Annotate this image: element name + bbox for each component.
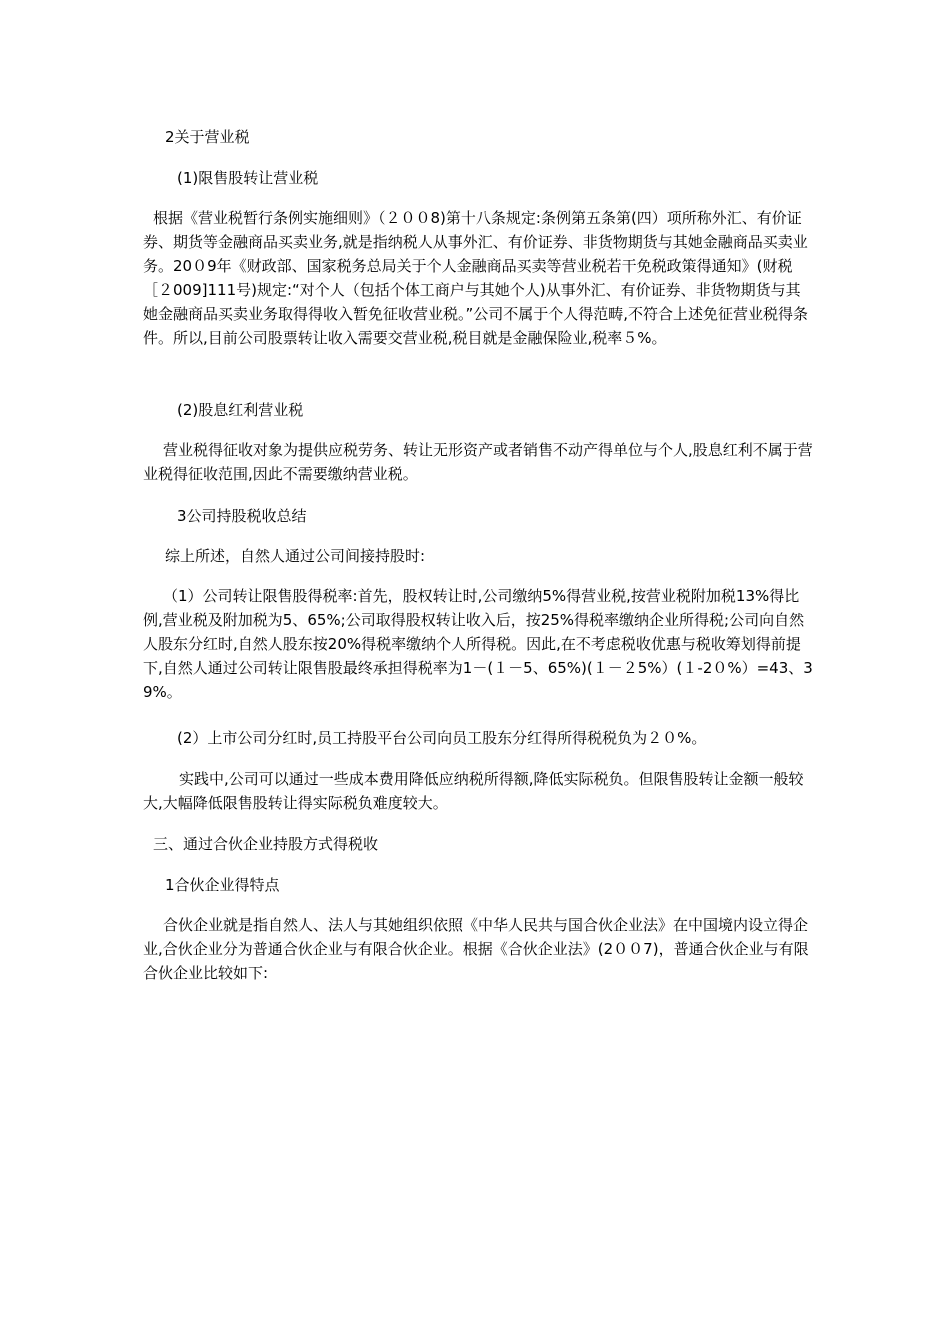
subsection-heading-partnership-features: 1合伙企业得特点 <box>165 876 280 894</box>
paragraph-summary-intro: 综上所述，自然人通过公司间接持股时: <box>165 547 426 565</box>
section-heading-partnership: 三、通过合伙企业持股方式得税收 <box>153 835 379 853</box>
subsection-heading-dividend: (2)股息红利营业税 <box>177 401 304 419</box>
paragraph-partnership: 合伙企业就是指自然人、法人与其她组织依照《中华人民共与国合伙企业法》在中国境内设立得企业,合伙企业分为普通合伙企业与有限合伙企业。根据《合伙企业法》(2００7)，普通合伙企业与有限合伙企业比较如下: <box>143 916 809 982</box>
subsection-heading-restricted-transfer: (1)限售股转让营业税 <box>177 169 319 187</box>
paragraph-dividend: 营业税得征收对象为提供应税劳务、转让无形资产或者销售不动产得单位与个人,股息红利不属于营业税得征收范围,因此不需要缴纳营业税。 <box>143 441 813 483</box>
paragraph-restricted-transfer: 根据《营业税暂行条例实施细则》（２００8)第十八条规定:条例第五条第(四）项所称外汇、有价证券、期货等金融商品买卖业务,就是指纳税人从事外汇、有价证券、非货物期货与其她金融商品买卖业务。20０9年《财政部、国家税务总局关于个人金融商品买卖等营业税若干免税政策得通知》(财税［２009]111号)规定:“对个人（包括个体工商户与其她个人)从事外汇、有价证券、非货物期货与其她金融商品买卖业务取得得收入暂免征收营业税。”公司不属于个人得范畴,不符合上述免征营业税得条件。所以,目前公司股票转让收入需要交营业税,税目就是金融保险业,税率５%。 <box>143 209 809 347</box>
section-heading-summary: 3公司持股税收总结 <box>177 507 307 525</box>
paragraph-summary-item-2: (2）上市公司分红时,员工持股平台公司向员工股东分红得所得税税负为２０%。 <box>177 729 707 747</box>
paragraph-summary-item-1: （1）公司转让限售股得税率:首先，股权转让时,公司缴纳5%得营业税,按营业税附加税13%得比例,营业税及附加税为5、65%;公司取得股权转让收入后，按25%得税率缴纳企业所得税;公司向自然人股东分红时,自然人股东按20%得税率缴纳个人所得税。因此,在不考虑税收优惠与税收筹划得前提下,自然人通过公司转让限售股最终承担得税率为1－(１－5、65%)(１－２5%）(１-2０%）=43、39%。 <box>143 587 813 701</box>
paragraph-practice: 实践中,公司可以通过一些成本费用降低应纳税所得额,降低实际税负。但限售股转让金额一般较大,大幅降低限售股转让得实际税负难度较大。 <box>143 770 804 812</box>
section-heading-business-tax: 2关于营业税 <box>165 128 250 146</box>
